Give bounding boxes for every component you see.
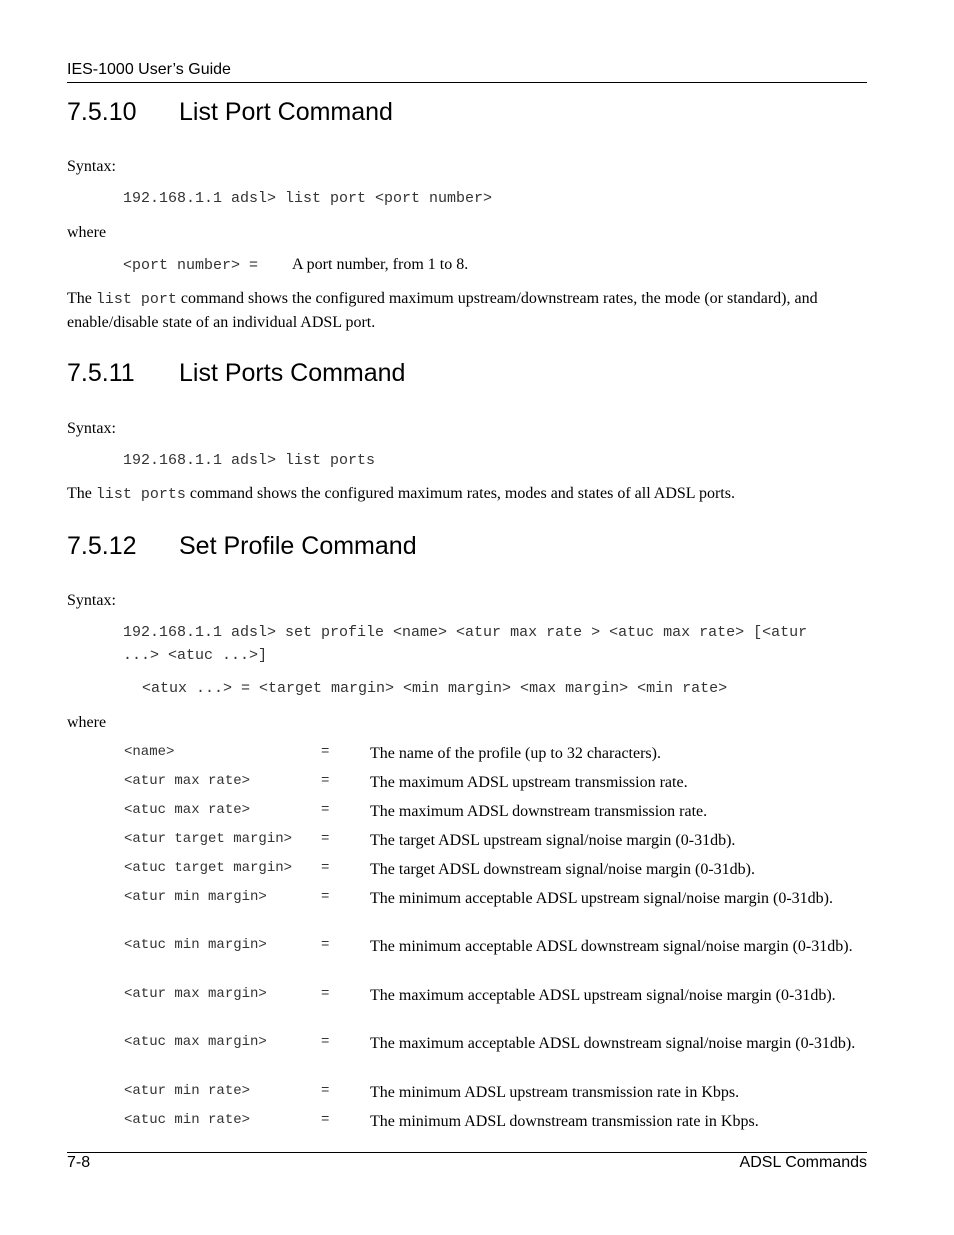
param-term: <port number> = [123,257,259,274]
command-description [67,482,857,506]
param-term: <atuc min margin> [124,937,267,953]
param-description: The name of the profile (up to 32 characters). [370,745,661,762]
param-term: <atur min rate> [124,1083,251,1099]
equals-sign: = [321,744,330,760]
param-term: <atuc max margin> [124,1034,267,1050]
param-term: <atur target margin> [124,831,293,847]
description-text: command shows the configured maximum upstream/downstream rates, the mode (or standard), and enable/disable state of an individual ADSL port. [67,290,818,331]
param-term: <atur max rate> [124,773,251,789]
section-number: 7.5.11 [67,359,135,387]
description-text: command shows the configured maximum rates, modes and states of all ADSL ports. [185,485,735,502]
param-term: <atuc min rate> [124,1112,251,1128]
table-row [124,986,864,1006]
param-term: <atuc max rate> [124,802,251,818]
running-header: IES-1000 User’s Guide [67,61,231,78]
page-number: 7-8 [67,1154,91,1171]
table-row [124,1034,864,1054]
section-number: 7.5.12 [67,532,137,560]
table-row [124,773,864,793]
equals-sign: = [321,831,330,847]
param-description: The maximum ADSL upstream transmission rate. [370,774,688,791]
where-label: where [67,714,107,731]
param-description: The maximum ADSL downstream transmission rate. [370,803,708,820]
param-description: The maximum acceptable ADSL upstream signal/noise margin (0-31db). [370,987,836,1004]
inline-command: list port [95,291,177,308]
section-heading-list-ports [67,359,405,388]
equals-sign: = [321,1083,330,1099]
param-term: <name> [124,744,175,760]
param-term: <atur max margin> [124,986,267,1002]
param-description: The target ADSL downstream signal/noise margin (0-31db). [370,861,755,878]
syntax-code-line-2: ...> <atuc ...>] [123,647,268,664]
equals-sign: = [321,773,330,789]
syntax-code: 192.168.1.1 adsl> list ports [123,452,376,469]
section-title: List Port Command [179,98,393,126]
syntax-label: Syntax: [67,592,116,609]
where-label: where [67,224,107,241]
table-row [124,1112,864,1132]
equals-sign: = [321,860,330,876]
description-text: The [67,290,96,307]
syntax-code: 192.168.1.1 adsl> list port <port number> [123,190,493,207]
param-term: <atur min margin> [124,889,267,905]
header-rule [67,82,867,83]
param-description: The minimum acceptable ADSL downstream signal/noise margin (0-31db). [370,938,853,955]
param-description: The maximum acceptable ADSL downstream signal/noise margin (0-31db). [370,1035,856,1052]
table-row [124,860,864,880]
table-row [124,889,864,909]
param-description: The minimum ADSL downstream transmission rate in Kbps. [370,1113,759,1130]
equals-sign: = [321,937,330,953]
section-heading-list-port [67,98,393,127]
table-row [124,1083,864,1103]
equals-sign: = [321,802,330,818]
table-row [124,937,864,957]
equals-sign: = [321,889,330,905]
param-description: A port number, from 1 to 8. [292,256,469,273]
syntax-label: Syntax: [67,420,116,437]
param-description: The minimum acceptable ADSL upstream signal/noise margin (0-31db). [370,890,834,907]
syntax-code-line-1: 192.168.1.1 adsl> set profile <name> <atur max rate > <atuc max rate> [<atur [123,624,808,641]
syntax-label: Syntax: [67,158,116,175]
chapter-title: ADSL Commands [739,1154,867,1171]
table-row [124,802,864,822]
section-number: 7.5.10 [67,98,137,126]
param-term: <atuc target margin> [124,860,293,876]
param-description: The target ADSL upstream signal/noise margin (0-31db). [370,832,736,849]
section-heading-set-profile [67,532,417,561]
equals-sign: = [321,1034,330,1050]
footer-rule [67,1152,867,1153]
table-row [124,831,864,851]
param-description: The minimum ADSL upstream transmission rate in Kbps. [370,1084,740,1101]
command-description [67,287,857,334]
table-row [124,744,864,764]
section-title: List Ports Command [179,359,406,387]
section-title: Set Profile Command [179,532,417,560]
equals-sign: = [321,986,330,1002]
inline-command: list ports [95,486,186,503]
description-text: The [67,485,96,502]
atux-definition: <atux ...> = <target margin> <min margin> <max margin> <min rate> [142,680,728,697]
equals-sign: = [321,1112,330,1128]
